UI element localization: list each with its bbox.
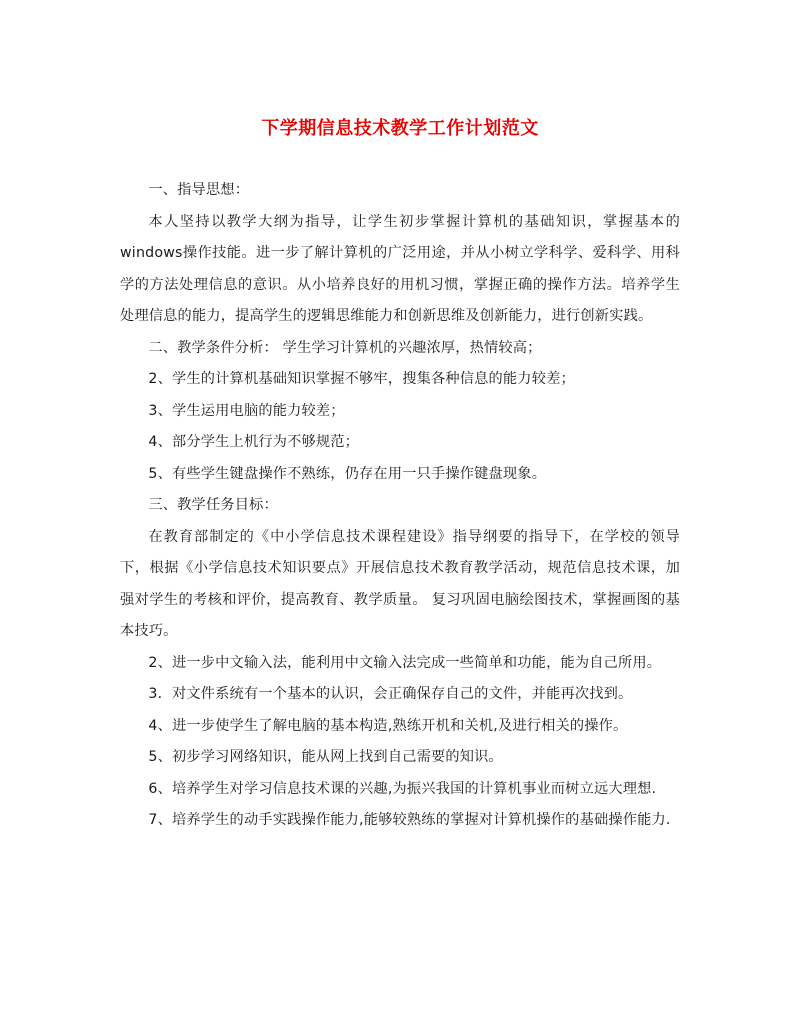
list-item-goal-7: 7、培养学生的动手实践操作能力,能够较熟练的掌握对计算机操作的基础操作能力. [148,812,671,828]
list-item-condition-3: 3、学生运用电脑的能力较差； [148,402,345,419]
section-heading-teaching-conditions: 二、教学条件分析： 学生学习计算机的兴趣浓厚，热情较高； [148,339,542,356]
list-item-goal-2: 2、进一步中文输入法，能利用中文输入法完成一些简单和功能，能为自己所用。 [148,654,662,671]
list-item-condition-4: 4、部分学生上机行为不够规范； [148,434,360,450]
page-title: 下学期信息技术教学工作计划范文 [261,118,539,139]
list-item-condition-5: 5、有些学生键盘操作不熟练，仍存在用一只手操作键盘现象。 [148,465,547,482]
section-heading-guiding-ideology: 一、指导思想： [148,182,250,198]
list-item-goal-6: 6、培养学生对学习信息技术课的兴趣,为振兴我国的计算机事业而树立远大理想. [148,780,657,797]
document-body [120,175,680,837]
section-heading-teaching-goals: 三、教学任务目标： [148,497,278,513]
paragraph-teaching-goals: 在教育部制定的《中小学信息技术课程建设》指导纲要的指导下，在学校的领导下，根据《小学信息技术知识要点》开展信息技术教育教学活动，规范信息技术课，加强对学生的考核和评价，提高教育、教学质量。 复习巩固电脑绘图技术，掌握画图的基本技巧。 [120,528,680,639]
list-item-goal-5: 5、初步学习网络知识，能从网上找到自己需要的知识。 [148,749,503,765]
paragraph-guiding-ideology: 本人坚持以教学大纲为指导，让学生初步掌握计算机的基础知识，掌握基本的windows操作技能。进一步了解计算机的广泛用途，并从小树立学科学、爱科学、用科学的方法处理信息的意识。从小培养良好的用机习惯，掌握正确的操作方法。培养学生处理信息的能力，提高学生的逻辑思维能力和创新思维及创新能力，进行创新实践。 [120,213,680,324]
list-item-goal-4: 4、进一步使学生了解电脑的基本构造,熟练开机和关机,及进行相关的操作。 [148,717,628,734]
list-item-condition-2: 2、学生的计算机基础知识掌握不够牢，搜集各种信息的能力较差； [148,371,575,387]
list-item-goal-3: 3．对文件系统有一个基本的认识，会正确保存自己的文件，并能再次找到。 [148,686,633,702]
